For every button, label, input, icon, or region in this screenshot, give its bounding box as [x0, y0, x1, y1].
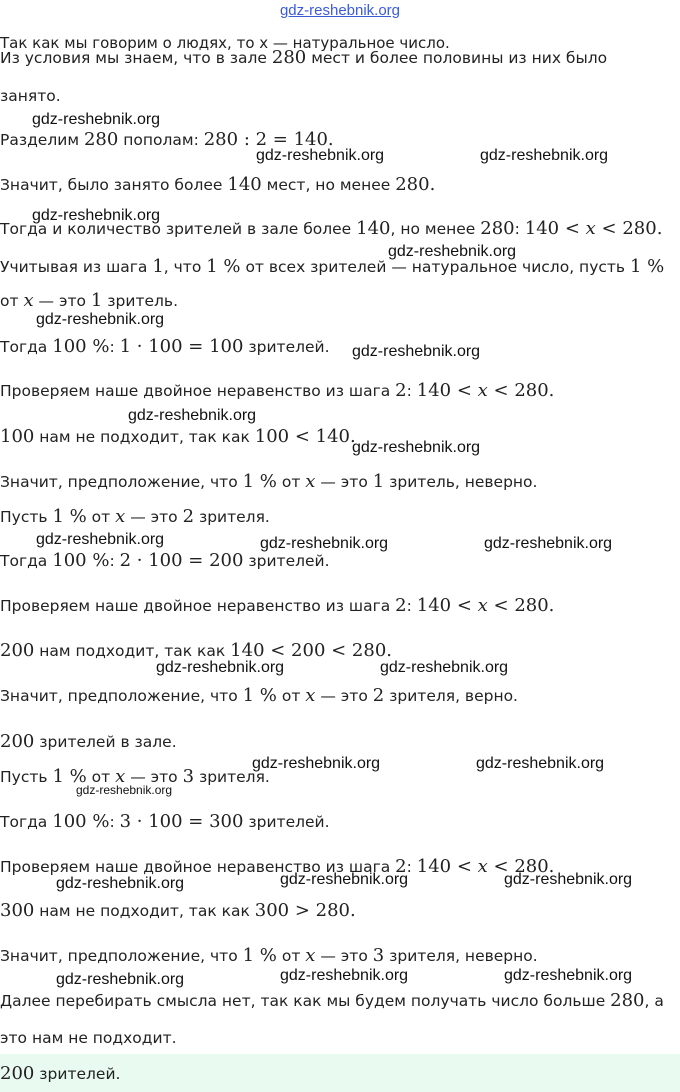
- math-fragment: 200: [0, 1063, 35, 1084]
- text-fragment: зритель, неверно.: [384, 473, 538, 491]
- text-fragment: :: [406, 597, 417, 615]
- solution-line: [0, 595, 680, 617]
- math-fragment: 2 · 100 = 200: [119, 550, 244, 571]
- math-fragment: 100: [0, 426, 35, 447]
- text-fragment: зрителей в зале.: [34, 733, 177, 751]
- text-fragment: от: [276, 473, 306, 491]
- solution-line: [0, 1027, 680, 1049]
- watermark: gdz-reshebnik.org: [252, 755, 381, 772]
- math-fragment: < 280.: [487, 380, 555, 401]
- text-fragment: зрителей.: [243, 338, 330, 356]
- solution-line: [0, 426, 680, 448]
- solution-line: [0, 471, 680, 493]
- watermark: gdz-reshebnik.org: [56, 875, 185, 892]
- math-fragment: 280: [610, 990, 645, 1011]
- watermark: gdz-reshebnik.org: [476, 755, 605, 772]
- text-fragment: Пусть: [0, 508, 53, 526]
- text-fragment: от: [86, 768, 116, 786]
- math-fragment: 140 < 200 < 280.: [230, 640, 393, 661]
- math-variable: [115, 506, 125, 527]
- math-variable: [586, 218, 596, 239]
- math-variable: [23, 290, 33, 311]
- text-fragment: — это: [33, 292, 91, 310]
- text-fragment: Тогда: [0, 552, 53, 570]
- solution-line: [0, 640, 680, 662]
- text-fragment: Значит, предположение, что: [0, 687, 243, 705]
- text-fragment: зрителя.: [194, 508, 270, 526]
- math-variable-glyph: x: [477, 595, 488, 616]
- solution-line: [0, 336, 680, 358]
- math-variable-glyph: x: [305, 471, 316, 492]
- math-fragment: 300: [0, 900, 35, 921]
- text-fragment: зрителя, неверно.: [384, 947, 538, 965]
- solution-line: [0, 47, 680, 69]
- math-fragment: 1 %: [629, 256, 665, 277]
- text-fragment: пополам:: [118, 131, 204, 149]
- math-variable-glyph: x: [305, 945, 316, 966]
- text-fragment: мест и более половины из них было: [306, 49, 608, 67]
- math-variable-glyph: x: [477, 380, 488, 401]
- text-fragment: зритель.: [102, 292, 178, 310]
- cut-off-line: [0, 28, 520, 52]
- math-fragment: 140 <: [416, 380, 478, 401]
- watermark: gdz-reshebnik.org: [36, 311, 165, 328]
- watermark: gdz-reshebnik.org: [504, 967, 633, 984]
- watermark: gdz-reshebnik.org: [76, 783, 173, 797]
- math-fragment: 280: [83, 129, 119, 150]
- text-fragment: Тогда и количество зрителей в зале более: [0, 220, 357, 238]
- text-fragment: Значит, было занято более: [0, 176, 228, 194]
- text-fragment: зрителя.: [194, 768, 270, 786]
- math-variable: [305, 685, 315, 706]
- text-fragment: Значит, предположение, что: [0, 473, 243, 491]
- answer-box: [0, 1054, 680, 1092]
- text-fragment: нам не подходит, так как: [34, 902, 255, 920]
- math-fragment: 1 %: [52, 766, 87, 787]
- text-fragment: Разделим: [0, 131, 84, 149]
- text-fragment: Проверяем наше двойное неравенство из шага: [0, 858, 396, 876]
- math-fragment: 100 < 140.: [254, 426, 356, 447]
- watermark: gdz-reshebnik.org: [484, 535, 613, 552]
- text-fragment: нам подходит, так как: [34, 642, 231, 660]
- text-fragment: :: [109, 552, 120, 570]
- math-variable: [478, 856, 488, 877]
- solution-line: [0, 550, 680, 572]
- math-fragment: 140 <: [416, 595, 478, 616]
- text-fragment: :: [109, 813, 120, 831]
- text-fragment: зрителей.: [243, 552, 330, 570]
- text-fragment: Пусть: [0, 768, 53, 786]
- math-fragment: 1 %: [206, 256, 241, 277]
- math-fragment: < 280.: [487, 595, 555, 616]
- watermark: gdz-reshebnik.org: [380, 659, 509, 676]
- solution-line: [0, 731, 680, 753]
- math-variable: [478, 595, 488, 616]
- text-fragment: от всех зрителей — натуральное число, пусть: [240, 258, 630, 276]
- math-variable-glyph: x: [115, 766, 126, 787]
- math-variable-glyph: x: [585, 218, 596, 239]
- math-fragment: 100 %: [52, 336, 110, 357]
- solution-line: [0, 380, 680, 402]
- text-fragment: нам не подходит, так как: [34, 428, 255, 446]
- text-fragment: это нам не подходит.: [0, 1029, 177, 1047]
- watermark: gdz-reshebnik.org: [256, 147, 385, 164]
- solution-line: [0, 174, 680, 196]
- cut-off-text: Так как мы говорим о людях, то x — натуральное число.: [0, 34, 450, 52]
- math-fragment: 280.: [395, 174, 436, 195]
- text-fragment: Значит, предположение, что: [0, 947, 243, 965]
- solution-line: [0, 85, 680, 107]
- solution-line: [0, 685, 680, 707]
- math-fragment: 1 %: [242, 471, 277, 492]
- watermark: gdz-reshebnik.org: [156, 659, 285, 676]
- math-variable-glyph: x: [477, 856, 488, 877]
- watermark: gdz-reshebnik.org: [36, 531, 165, 548]
- math-fragment: 3: [182, 766, 195, 787]
- solution-line: [0, 990, 680, 1012]
- text-fragment: :: [514, 220, 525, 238]
- watermark: gdz-reshebnik.org: [32, 207, 161, 224]
- math-fragment: 100 %: [52, 811, 110, 832]
- solution-line: [0, 811, 680, 833]
- text-fragment: зрителей.: [34, 1065, 121, 1083]
- solution-line: [0, 256, 680, 278]
- text-fragment: от: [86, 508, 116, 526]
- solution-line: [0, 290, 680, 312]
- text-fragment: Тогда: [0, 813, 53, 831]
- math-fragment: 140 <: [524, 218, 586, 239]
- text-fragment: Проверяем наше двойное неравенство из шага: [0, 597, 396, 615]
- math-fragment: 2: [372, 685, 385, 706]
- math-fragment: 140: [356, 218, 391, 239]
- text-fragment: — это: [125, 768, 183, 786]
- math-fragment: 1: [152, 256, 164, 277]
- math-fragment: 1 · 100 = 100: [119, 336, 244, 357]
- text-fragment: , а: [644, 992, 664, 1010]
- text-fragment: от: [0, 292, 24, 310]
- math-fragment: 1 %: [242, 685, 277, 706]
- text-fragment: — это: [125, 508, 183, 526]
- math-fragment: 200: [0, 640, 35, 661]
- math-fragment: 300 > 280.: [254, 900, 356, 921]
- math-fragment: 2: [182, 506, 195, 527]
- solution-line: [0, 945, 680, 967]
- text-fragment: — это: [315, 947, 373, 965]
- watermark: gdz-reshebnik.org: [32, 111, 161, 128]
- text-fragment: от: [276, 687, 306, 705]
- math-fragment: 1 %: [242, 945, 277, 966]
- math-fragment: 2: [395, 856, 407, 877]
- text-fragment: от: [276, 947, 306, 965]
- watermark: gdz-reshebnik.org: [280, 871, 409, 888]
- math-fragment: 200: [0, 731, 35, 752]
- math-variable: [305, 471, 315, 492]
- math-fragment: < 280.: [595, 218, 663, 239]
- math-fragment: 1: [90, 290, 103, 311]
- text-fragment: Далее перебирать смысла нет, так как мы будем получать число больше: [0, 992, 611, 1010]
- text-fragment: Тогда: [0, 338, 53, 356]
- watermark: gdz-reshebnik.org: [352, 343, 481, 360]
- answer-text: [0, 1063, 680, 1085]
- math-fragment: 2: [395, 380, 407, 401]
- site-link[interactable]: gdz-reshebnik.org: [279, 2, 401, 19]
- watermark: gdz-reshebnik.org: [480, 147, 609, 164]
- text-fragment: зрителя, верно.: [384, 687, 518, 705]
- text-fragment: Проверяем наше двойное неравенство из шага: [0, 382, 396, 400]
- math-fragment: 3: [372, 945, 385, 966]
- math-fragment: 1: [372, 471, 385, 492]
- text-fragment: :: [406, 382, 417, 400]
- math-fragment: 280: [480, 218, 515, 239]
- watermark: gdz-reshebnik.org: [504, 871, 633, 888]
- text-fragment: мест, но менее: [261, 176, 396, 194]
- watermark: gdz-reshebnik.org: [388, 243, 517, 260]
- solution-line: [0, 506, 680, 528]
- text-fragment: занято.: [0, 87, 61, 105]
- watermark: gdz-reshebnik.org: [280, 967, 409, 984]
- watermark: gdz-reshebnik.org: [128, 407, 257, 424]
- math-variable: [305, 945, 315, 966]
- math-variable-glyph: x: [23, 290, 34, 311]
- math-fragment: 140 <: [416, 856, 478, 877]
- text-fragment: Из условия мы знаем, что в зале: [0, 49, 272, 67]
- math-fragment: 2: [395, 595, 407, 616]
- math-variable-glyph: x: [115, 506, 126, 527]
- text-fragment: — это: [315, 473, 373, 491]
- math-variable: [478, 380, 488, 401]
- math-fragment: 3 · 100 = 300: [119, 811, 244, 832]
- text-fragment: зрителей.: [243, 813, 330, 831]
- math-fragment: 280: [271, 47, 307, 68]
- text-fragment: Учитывая из шага: [0, 258, 153, 276]
- math-fragment: 100 %: [52, 550, 110, 571]
- watermark: gdz-reshebnik.org: [352, 439, 481, 456]
- text-fragment: — это: [315, 687, 373, 705]
- text-fragment: , что: [163, 258, 207, 276]
- text-fragment: :: [109, 338, 120, 356]
- solution-line: [0, 900, 680, 922]
- watermark: gdz-reshebnik.org: [260, 535, 389, 552]
- math-fragment: 280 : 2 = 140.: [203, 129, 334, 150]
- text-fragment: :: [406, 858, 417, 876]
- math-variable-glyph: x: [305, 685, 316, 706]
- math-fragment: 1 %: [52, 506, 87, 527]
- watermark: gdz-reshebnik.org: [56, 971, 185, 988]
- text-fragment: , но менее: [390, 220, 481, 238]
- math-fragment: < 280.: [487, 856, 555, 877]
- math-fragment: 140: [227, 174, 262, 195]
